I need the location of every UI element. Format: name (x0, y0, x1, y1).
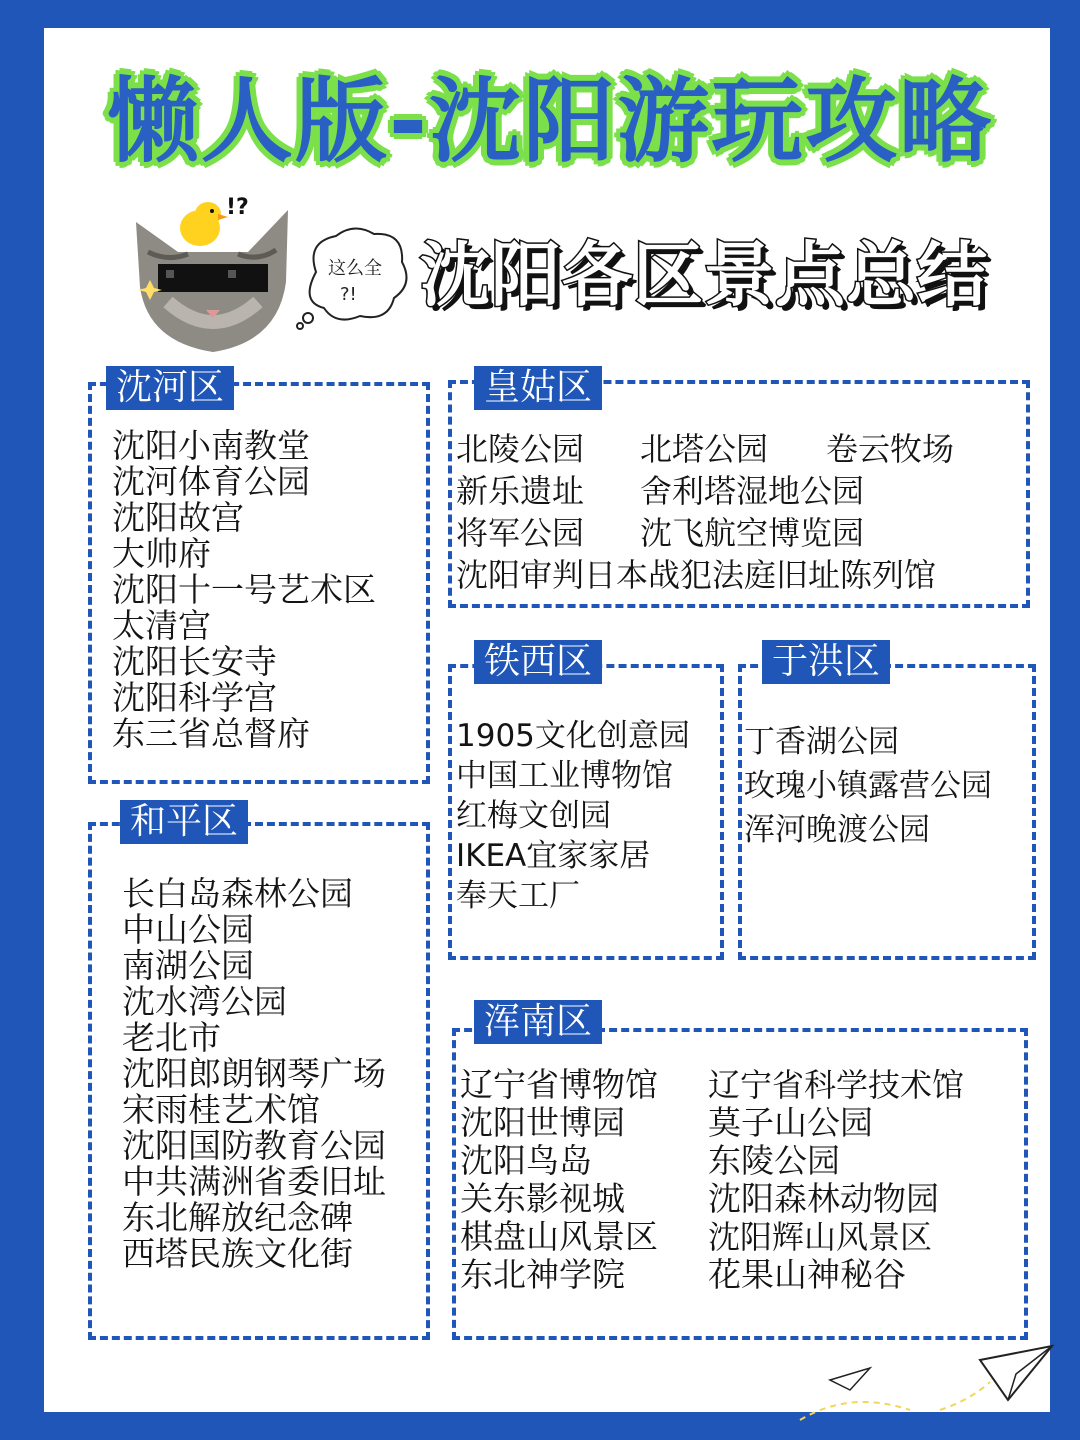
list-item: 莫子山公园 (708, 1103, 873, 1142)
list-item: 丁香湖公园 (744, 724, 899, 760)
list-item: 浑河晚渡公园 (744, 812, 930, 848)
list-row (456, 512, 1026, 554)
list-item: 奉天工厂 (456, 878, 580, 914)
cat-sunglasses-image (128, 192, 298, 357)
list-item: 沈飞航空博览园 (640, 514, 865, 552)
shenhe-list (112, 428, 376, 752)
list-item: 卷云牧场 (826, 430, 955, 468)
list-row (456, 470, 1026, 512)
list-item: 沈阳小南教堂 (112, 426, 310, 465)
list-item: 沈河体育公园 (112, 462, 310, 501)
district-label-shenhe: 沈河区 (106, 366, 234, 410)
huanggu-list (456, 428, 1026, 596)
list-item: 沈阳故宫 (112, 498, 244, 537)
list-item: 北塔公园 (640, 430, 769, 468)
list-item: 1905文化创意园 (456, 718, 690, 754)
list-item: 东陵公园 (708, 1141, 840, 1180)
list-item: IKEA宜家家居 (456, 838, 651, 874)
list-item: 沈阳郎朗钢琴广场 (122, 1054, 386, 1093)
bubble-line1: 这么全 (328, 258, 382, 279)
list-item: 沈水湾公园 (122, 982, 287, 1021)
district-label-hunnan: 浑南区 (474, 1000, 602, 1044)
list-item: 沈阳科学宫 (112, 678, 277, 717)
list-item: 棋盘山风景区 (460, 1217, 658, 1256)
list-item: 沈阳审判日本战犯法庭旧址陈列馆 (456, 556, 937, 594)
heping-list (122, 876, 386, 1272)
district-label-yuhong: 于洪区 (762, 640, 890, 684)
list-item: 西塔民族文化街 (122, 1234, 353, 1273)
paper-plane-icon (790, 1340, 1060, 1440)
list-item: 花果山神秘谷 (708, 1255, 906, 1294)
list-item: 东北神学院 (460, 1255, 625, 1294)
list-item: 北陵公园 (456, 430, 585, 468)
list-item: 关东影视城 (460, 1179, 625, 1218)
list-item: 沈阳鸟岛 (460, 1141, 592, 1180)
list-item: 长白岛森林公园 (122, 874, 353, 913)
list-item: 沈阳辉山风景区 (708, 1218, 933, 1256)
list-item: 沈阳世博园 (460, 1103, 625, 1142)
tiexi-list (456, 716, 690, 916)
list-item: 宋雨桂艺术馆 (122, 1090, 320, 1129)
hunnan-list-left (460, 1066, 658, 1294)
district-label-tiexi: 铁西区 (474, 640, 602, 684)
list-item: 大帅府 (112, 534, 211, 573)
list-item: 南湖公园 (122, 946, 254, 985)
list-item: 东北解放纪念碑 (122, 1198, 353, 1237)
list-row (456, 428, 1026, 470)
yuhong-list (744, 720, 992, 852)
list-item: 辽宁省科学技术馆 (708, 1066, 965, 1104)
hunnan-list-right (708, 1066, 964, 1294)
list-item: 将军公园 (456, 514, 585, 552)
list-item: 中共满洲省委旧址 (122, 1162, 386, 1201)
district-label-huanggu: 皇姑区 (474, 366, 602, 410)
bubble-line2: ?! (340, 284, 357, 305)
exclaim-text: !? (226, 195, 249, 220)
thought-bubble (296, 222, 414, 330)
list-item: 舍利塔湿地公园 (640, 472, 865, 510)
list-item: 老北市 (122, 1018, 221, 1057)
district-label-heping: 和平区 (120, 800, 248, 844)
list-item: 沈阳十一号艺术区 (112, 570, 376, 609)
list-item: 红梅文创园 (456, 798, 611, 834)
list-item: 太清宫 (112, 606, 211, 645)
page-title: 懒人版-沈阳游玩攻略 (106, 68, 994, 175)
list-item: 沈阳长安寺 (112, 642, 277, 681)
list-row (456, 554, 1026, 596)
list-item: 中国工业博物馆 (456, 758, 673, 794)
list-item: 中山公园 (122, 910, 254, 949)
list-item: 辽宁省博物馆 (460, 1065, 658, 1104)
list-item: 新乐遗址 (456, 472, 585, 510)
list-item: 玫瑰小镇露营公园 (744, 768, 992, 804)
list-item: 沈阳国防教育公园 (122, 1126, 386, 1165)
list-item: 沈阳森林动物园 (708, 1179, 939, 1218)
list-item: 东三省总督府 (112, 714, 310, 753)
page-subtitle: 沈阳各区景点总结 (420, 234, 988, 316)
